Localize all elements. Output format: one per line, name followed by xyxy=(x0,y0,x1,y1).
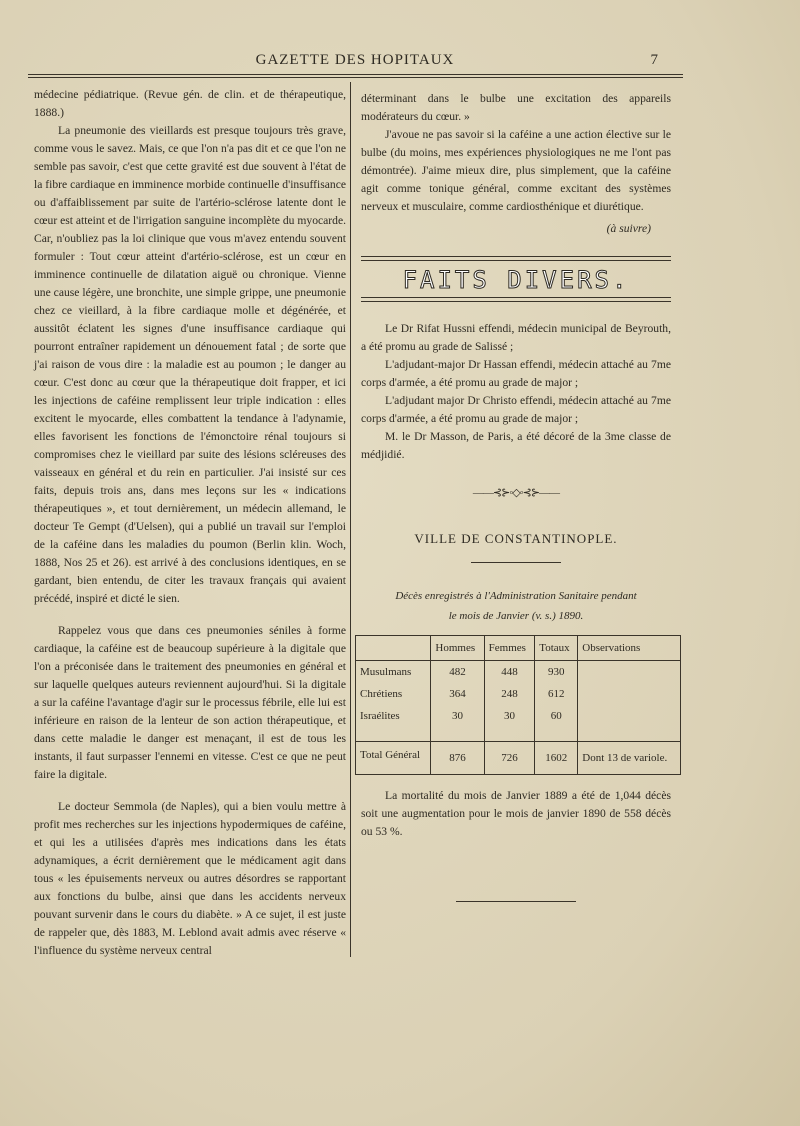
faits-divers-heading: FAITS DIVERS. xyxy=(402,266,630,294)
news-item: M. le Dr Masson, de Paris, a été décoré de la 3me classe de médjidié. xyxy=(361,430,671,461)
page-header xyxy=(30,52,680,74)
journal-title: GAZETTE DES HOPITAUX xyxy=(255,52,455,68)
table-cell: 30 xyxy=(431,705,484,742)
news-item: Le Dr Rifat Hussni effendi, médecin municipal de Beyrouth, a été promu au grade de Salissé ; xyxy=(361,322,671,353)
column-divider xyxy=(350,82,351,957)
section-rule-double xyxy=(361,260,671,261)
section-rule xyxy=(361,297,671,298)
table-header-row xyxy=(356,636,681,661)
table-cell: 60 xyxy=(535,705,578,742)
table-header: Observations xyxy=(578,636,681,661)
table-cell: Musulmans xyxy=(356,661,431,684)
table-row xyxy=(356,661,681,684)
ornament-divider: ——⊰⊱◦◇◦⊰⊱—— xyxy=(472,487,560,499)
page-number: 7 xyxy=(650,52,658,68)
table-cell: Chrétiens xyxy=(356,683,431,705)
deces-caption: Décès enregistrés à l'Administration Sanitaire pendant xyxy=(395,590,637,602)
table-cell: 1602 xyxy=(535,742,578,775)
table-cell: 876 xyxy=(431,742,484,775)
table-cell: 726 xyxy=(484,742,535,775)
header-rule-double xyxy=(28,77,683,78)
paragraph: J'avoue ne pas savoir si la caféine a une action élective sur le bulbe (du moins, mes expériences physiologiques ne me l'ont pas démontrée). J'aime mieux dire, plus simplement, que la caféine agit comme tonique général, comme excitant des systèmes nerveux et musculaire, comme cardiosthénique et diurétique. xyxy=(361,128,671,213)
table-cell: 612 xyxy=(535,683,578,705)
table-header: Femmes xyxy=(484,636,535,661)
deces-caption-2: le mois de Janvier (v. s.) 1890. xyxy=(448,610,584,622)
table-cell: 248 xyxy=(484,683,535,705)
table-header: Hommes xyxy=(431,636,484,661)
table-cell xyxy=(578,661,681,742)
table-cell: 482 xyxy=(431,661,484,684)
paragraph: déterminant dans le bulbe une excitation des appareils modérateurs du cœur. » xyxy=(361,92,671,123)
table-total-row xyxy=(356,742,681,775)
section-rule xyxy=(361,256,671,257)
table-cell: 364 xyxy=(431,683,484,705)
table-cell: 930 xyxy=(535,661,578,684)
news-item: L'adjudant major Dr Christo effendi, médecin attaché au 7me corps d'armée, a été promu au grade de major ; xyxy=(361,394,671,425)
table-cell: 30 xyxy=(484,705,535,742)
deces-table xyxy=(355,635,681,775)
right-column xyxy=(361,90,671,902)
header-rule xyxy=(28,74,683,75)
paragraph: médecine pédiatrique. (Revue gén. de clin. et de thérapeutique, 1888.) xyxy=(34,88,346,119)
ville-heading: VILLE DE CONSTANTINOPLE. xyxy=(414,531,618,546)
table-header: Totaux xyxy=(535,636,578,661)
paragraph: Rappelez vous que dans ces pneumonies séniles à forme cardiaque, la caféine est de beaucoup supérieure à la digitale que l'on a préconisée dans le traitement des pneumonies en général et sur laquelle quelques auteurs reviennent aujourd'hui. Si la digitale a sur la caféine l'avantage d'agir sur le processus fébrile, elle lui est inférieure en raison de la lenteur de son action thérapeutique, et dans cette maladie le danger est menaçant, il est de tous les instants, il faut surpasser l'ennemi en vitesse. C'est ce que ne peut faire la digitale. xyxy=(34,624,346,781)
paragraph: Le docteur Semmola (de Naples), qui a bien voulu mettre à profit mes recherches sur les injections hypodermiques de caféine, et qui les a utilisées d'après mes indications dans les états adynamiques, a écrit dernièrement que le médicament agit dans tous « les épuisements nerveux ou autres désordres se rapportant aux fonctions du bulbe, ainsi que dans les accidents nerveux pouvant survenir dans le cours du diabète. » A ce sujet, il est juste de rappeler que, dès 1883, M. Leblond avait admis avec réserve « l'influence du système nerveux central xyxy=(34,800,346,957)
table-cell: Dont 13 de variole. xyxy=(578,742,681,775)
table-cell: Israélites xyxy=(356,705,431,742)
section-rule-double xyxy=(361,301,671,302)
news-item: L'adjudant-major Dr Hassan effendi, médecin attaché au 7me corps d'armée, a été promu au grade de major ; xyxy=(361,358,671,389)
table-header xyxy=(356,636,431,661)
paragraph: La pneumonie des vieillards est presque toujours très grave, comme vous le savez. Mais, ce que l'on n'a pas dit et ce que l'on ne semble pas savoir, c'est que cette gravité est due souvent à l'état de la fibre cardiaque en imminence morbide continuelle d'insuffisance ou d'affaiblissement par suite de l'artério-sclérose latente dont le cœur est atteint et de l'irrigation sanguine incomplète du myocarde. Car, n'oubliez pas la loi clinique que vous m'avez entendu souvent formuler : Tout cœur atteint d'artério-sclérose, est un cœur en imminence continuelle de dilatation aiguë ou chronique. Vienne une cause légère, une bronchite, une simple grippe, une pneumonie chez ce vieillard, à la fibre cardiaque molle et dégénérée, et aussitôt éclatent les signes d'une insuffisance cardiaque qui pourront entraîner rapidement un dénouement fatal ; de sorte que j'ai raison de vous dire : la maladie est au poumon ; le danger au cœur. C'est donc au cœur que la thérapeutique doit frapper, et ici les injections de caféine remplissent leur triple indication : elles excitent le myocarde, elles combattent la tendance à l'adynamie, elles favorisent les fonctions de l'émonctoire rénal toujours si compromises chez le vieillard par suite des lésions scléreuses des vaisseaux en général et du rein en particulier. J'ai insisté sur ces faits, depuis trois ans, dans mes leçons sur les « indications thérapeutiques », et tout dernièrement, un médecin allemand, le docteur Te Gempt (d'Uelsen), qui a publié un travail sur l'emploi de la caféine dans les maladies du poumon (Berlin klin. Woch, 1888, Nos 25 et 26). est arrivé à des conclusions identiques, en se gardant, bien entendu, de citer les travaux français qui avaient précédé, inspiré et dicté le sien. xyxy=(34,124,346,605)
short-rule xyxy=(471,562,561,563)
table-cell: Total Général xyxy=(356,742,431,775)
table-cell: 448 xyxy=(484,661,535,684)
left-column xyxy=(34,86,346,960)
closing-rule xyxy=(456,901,576,902)
mortalite-paragraph: La mortalité du mois de Janvier 1889 a été de 1,044 décès soit une augmentation pour le mois de janvier 1890 de 558 décès ou 53 %. xyxy=(361,789,671,838)
a-suivre: (à suivre) xyxy=(606,222,651,235)
